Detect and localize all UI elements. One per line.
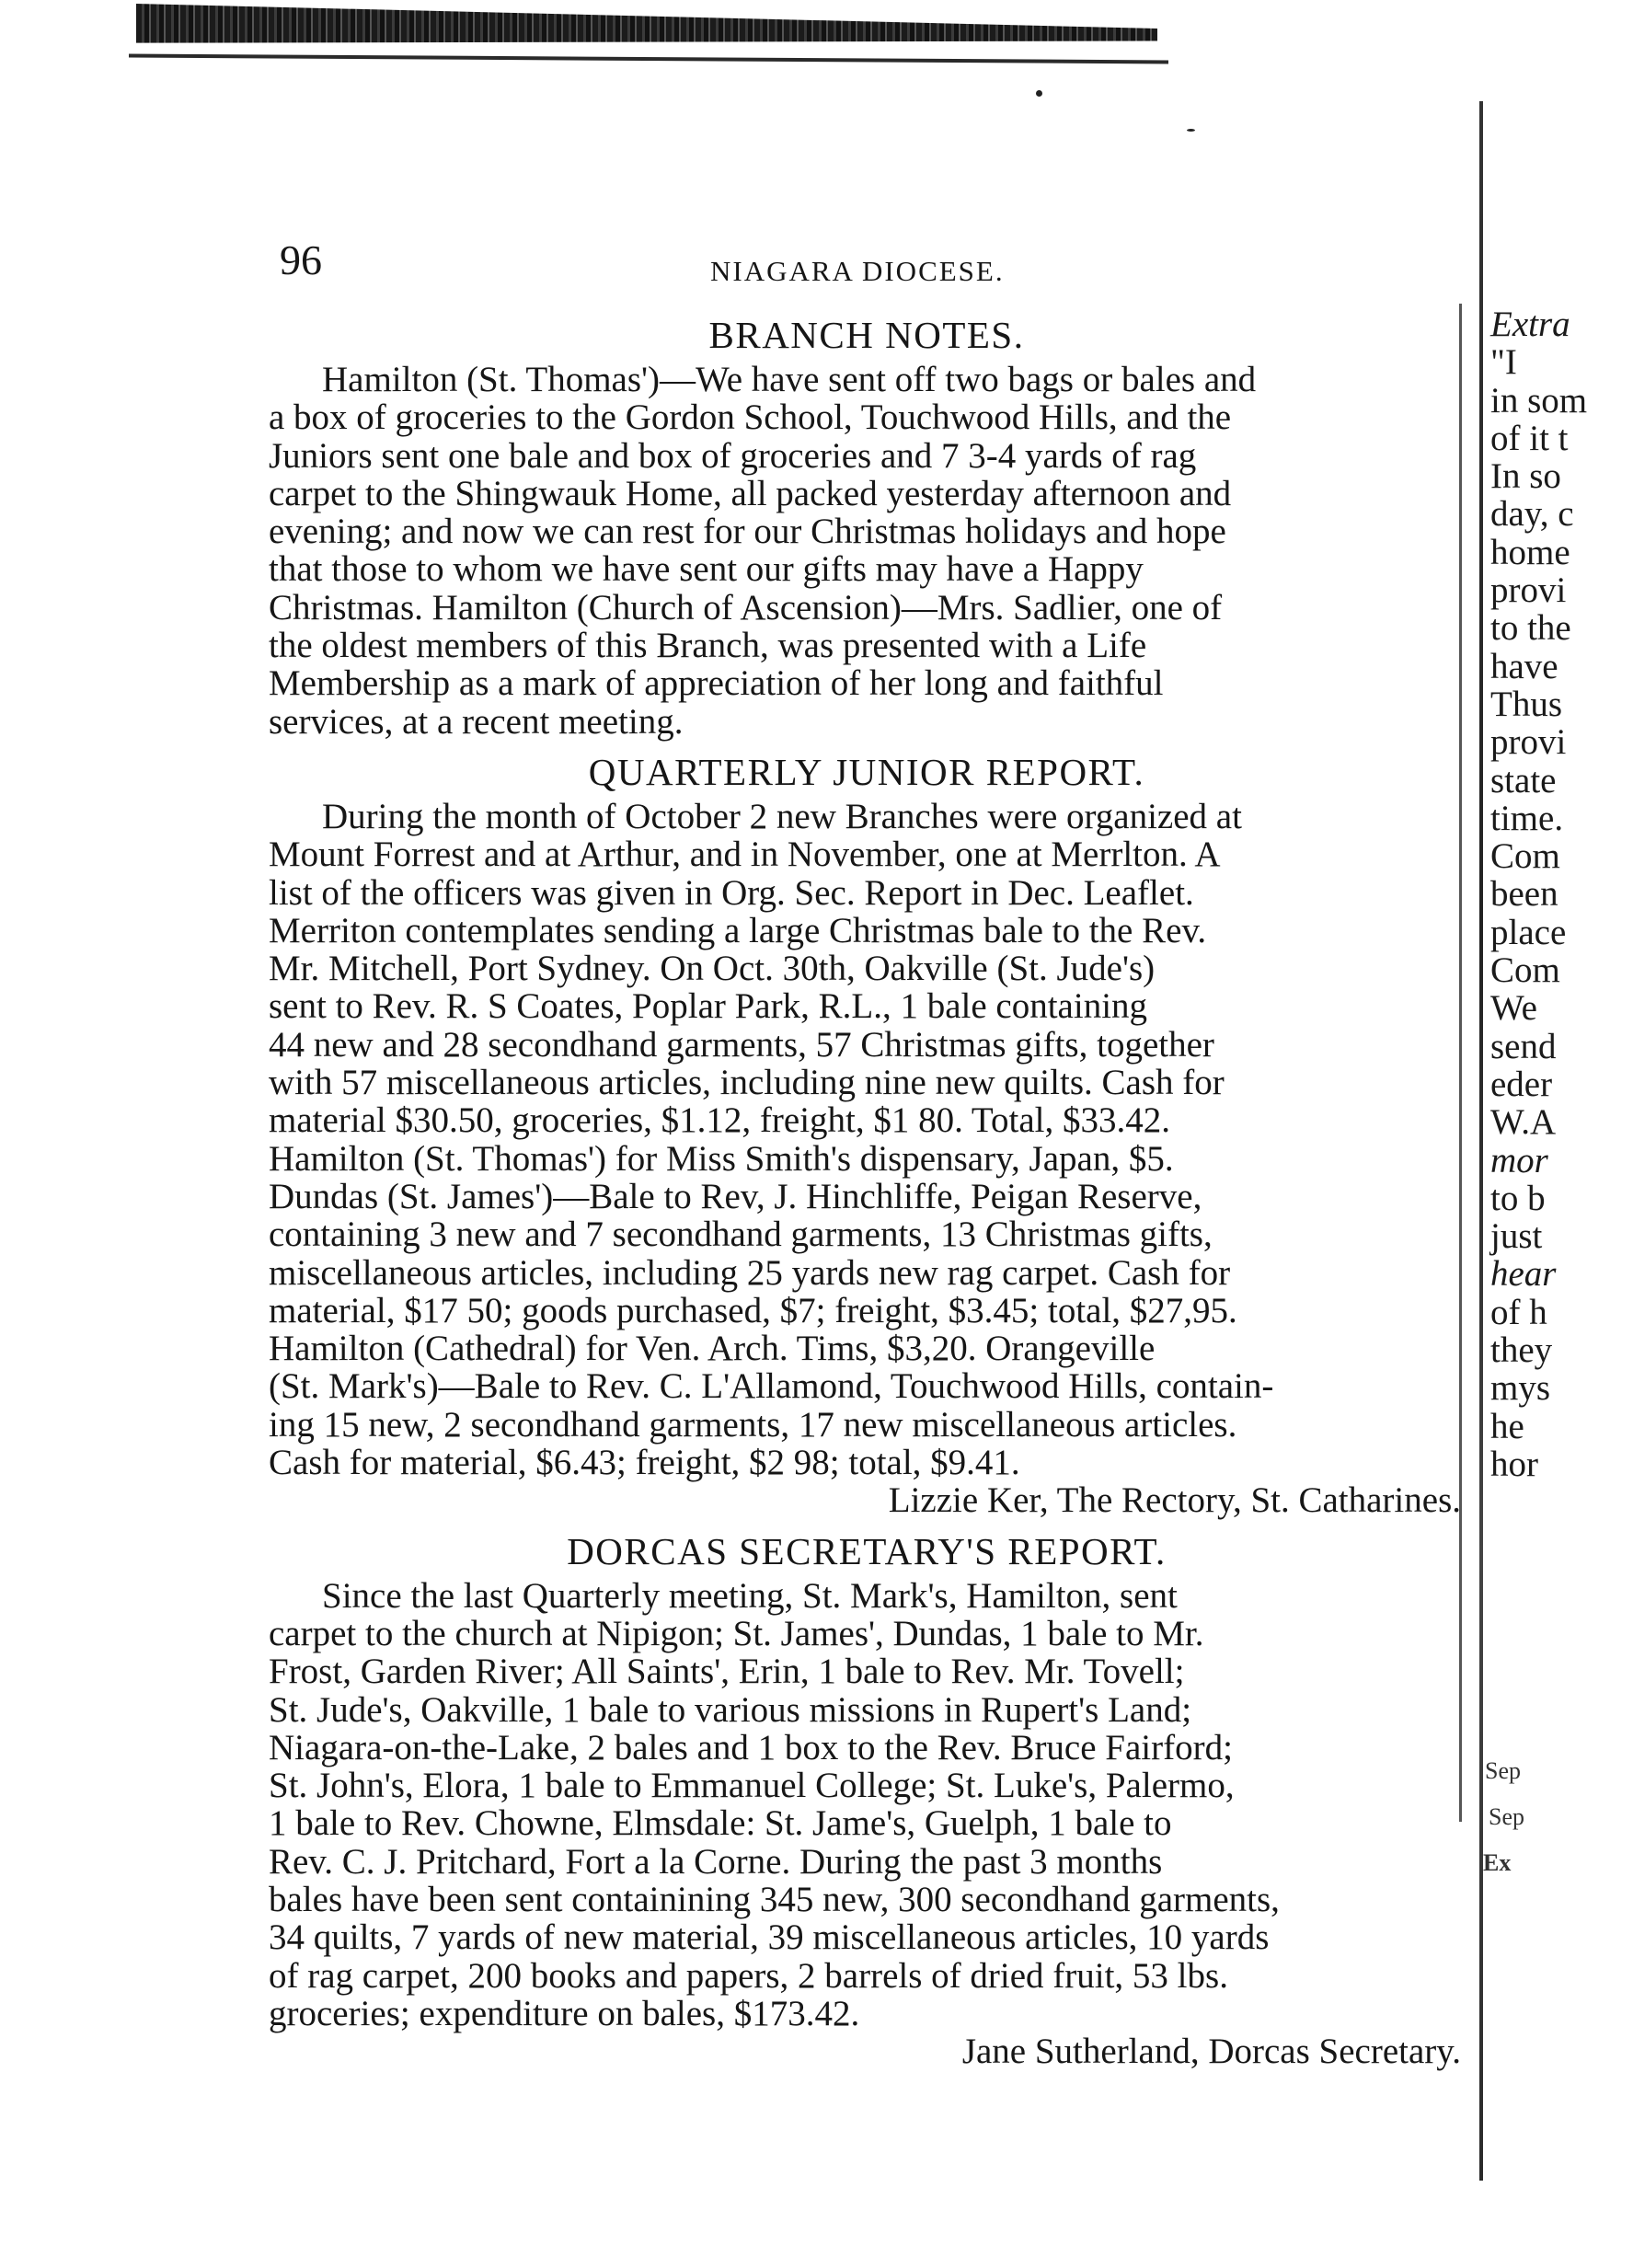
scan-fleck: [1187, 129, 1195, 132]
dorcas-report-paragraph: [269, 1577, 1465, 2071]
margin-mark: Ex: [1483, 1849, 1512, 1876]
margin-fragment: to b: [1490, 1178, 1546, 1218]
text-line: Cash for material, $6.43; freight, $2 98; total, $9.41.: [269, 1443, 1020, 1483]
margin-fragment: time.: [1490, 798, 1564, 838]
margin-fragment: of h: [1490, 1292, 1547, 1332]
running-title: NIAGARA DIOCESE.: [710, 255, 1005, 287]
text-line: (St. Mark's)—Bale to Rev. C. L'Allamond, Touchwood Hills, contain-: [269, 1366, 1274, 1407]
text-line: a box of groceries to the Gordon School, Touchwood Hills, and the: [269, 397, 1232, 438]
text-line: ing 15 new, 2 secondhand garments, 17 new miscellaneous articles.: [269, 1404, 1237, 1445]
margin-fragment: send: [1490, 1026, 1557, 1066]
scan-top-rule: [129, 54, 1168, 64]
margin-fragment: hear: [1490, 1254, 1557, 1295]
text-line: material $30.50, groceries, $1.12, freight, $1 80. Total, $33.42.: [269, 1100, 1171, 1141]
junior-report-signature: Lizzie Ker, The Rectory, St. Catharines.: [888, 1480, 1461, 1521]
text-line: services, at a recent meeting.: [269, 701, 684, 742]
text-line: groceries; expenditure on bales, $173.42.: [269, 1993, 860, 2033]
text-line: Christmas. Hamilton (Church of Ascension)—Mrs. Sadlier, one of: [269, 587, 1223, 627]
margin-fragment: of it t: [1490, 418, 1569, 458]
margin-fragment: provi: [1490, 570, 1567, 611]
text-line: 34 quilts, 7 yards of new material, 39 miscellaneous articles, 10 yards: [269, 1917, 1270, 1958]
text-line: Mr. Mitchell, Port Sydney. On Oct. 30th, Oakville (St. Jude's): [269, 949, 1156, 989]
text-line: 44 new and 28 secondhand garments, 57 Christmas gifts, together: [269, 1024, 1214, 1065]
text-line: carpet to the church at Nipigon; St. James', Dundas, 1 bale to Mr.: [269, 1613, 1204, 1653]
margin-fragment: home: [1490, 532, 1570, 572]
margin-fragment: state: [1490, 760, 1557, 800]
junior-report-heading: QUARTERLY JUNIOR REPORT.: [588, 750, 1145, 793]
text-line: Juniors sent one bale and box of groceries and 7 3-4 yards of rag: [269, 435, 1197, 476]
page-number: 96: [280, 236, 322, 283]
text-line: Niagara-on-the-Lake, 2 bales and 1 box to the Rev. Bruce Fairford;: [269, 1727, 1233, 1767]
margin-fragment: provi: [1490, 722, 1567, 763]
page-column: [269, 232, 1465, 2070]
margin-fragment: We: [1490, 988, 1537, 1029]
margin-fragment: Com: [1490, 836, 1560, 877]
margin-fragment: eder: [1490, 1064, 1553, 1104]
scan-top-edge-bar: [136, 4, 1157, 52]
dorcas-report-signature: Jane Sutherland, Dorcas Secretary.: [961, 2032, 1461, 2072]
text-line: Hamilton (St. Thomas')—We have sent off two bags or bales and: [322, 360, 1257, 399]
margin-mark: Sep: [1485, 1757, 1521, 1784]
text-line: material, $17 50; goods purchased, $7; freight, $3.45; total, $27,95.: [269, 1290, 1237, 1330]
margin-fragment: have: [1490, 646, 1558, 686]
text-line: of rag carpet, 200 books and papers, 2 barrels of dried fruit, 53 lbs.: [269, 1955, 1228, 1996]
text-line: Frost, Garden River; All Saints', Erin, 1 bale to Rev. Mr. Tovell;: [269, 1652, 1185, 1692]
margin-fragment: they: [1490, 1330, 1553, 1371]
text-line: Dundas (St. James')—Bale to Rev, J. Hinchliffe, Peigan Reserve,: [269, 1176, 1202, 1216]
text-line: carpet to the Shingwauk Home, all packed yesterday afternoon and: [269, 473, 1232, 513]
text-line: miscellaneous articles, including 25 yards new rag carpet. Cash for: [269, 1252, 1231, 1293]
text-line: Membership as a mark of appreciation of her long and faithful: [269, 663, 1164, 704]
margin-fragment: just: [1490, 1216, 1543, 1257]
margin-fragment: W.A: [1490, 1102, 1557, 1143]
text-line: with 57 miscellaneous articles, including nine new quilts. Cash for: [269, 1063, 1225, 1103]
text-line: Mount Forrest and at Arthur, and in November, one at Merrlton. A: [269, 835, 1221, 875]
text-line: sent to Rev. R. S Coates, Poplar Park, R.L., 1 bale containing: [269, 986, 1148, 1027]
margin-mark: Sep: [1489, 1803, 1524, 1830]
text-line: 1 bale to Rev. Chowne, Elmsdale: St. Jame's, Guelph, 1 bale to: [269, 1803, 1172, 1844]
text-line: Hamilton (St. Thomas') for Miss Smith's dispensary, Japan, $5.: [269, 1138, 1174, 1179]
margin-fragment: been: [1490, 874, 1558, 915]
text-line: Merriton contemplates sending a large Christmas bale to the Rev.: [269, 910, 1207, 950]
margin-fragment: mys: [1490, 1368, 1551, 1409]
text-line: the oldest members of this Branch, was presented with a Life: [269, 626, 1147, 666]
text-line: St. Jude's, Oakville, 1 bale to various missions in Rupert's Land;: [269, 1689, 1192, 1730]
text-line: evening; and now we can rest for our Christmas holidays and hope: [269, 512, 1226, 552]
page-header: [269, 232, 1465, 304]
margin-fragment: In so: [1490, 456, 1561, 497]
text-line: Rev. C. J. Pritchard, Fort a la Corne. During the past 3 months: [269, 1841, 1163, 1882]
text-line: Since the last Quarterly meeting, St. Mark's, Hamilton, sent: [322, 1575, 1178, 1616]
text-line: bales have been sent containining 345 new, 300 secondhand garments,: [269, 1879, 1280, 1919]
branch-notes-heading: BRANCH NOTES.: [708, 314, 1025, 356]
margin-fragment: mor: [1490, 1140, 1548, 1180]
dorcas-report-heading: DORCAS SECRETARY'S REPORT.: [567, 1529, 1167, 1572]
margin-fragment: "I: [1490, 342, 1517, 383]
junior-report-paragraph: [269, 798, 1465, 1520]
margin-fragment: to the: [1490, 608, 1571, 649]
margin-fragment: Com: [1490, 950, 1560, 991]
margin-fragment: Thus: [1490, 684, 1562, 724]
text-line: During the month of October 2 new Branches were organized at: [322, 796, 1242, 836]
text-line: Hamilton (Cathedral) for Ven. Arch. Tims, $3,20. Orangeville: [269, 1329, 1156, 1369]
margin-fragment: hor: [1490, 1444, 1538, 1484]
margin-fragment: he: [1490, 1406, 1524, 1446]
adjacent-page-fragments: [1490, 305, 1628, 1483]
text-line: St. John's, Elora, 1 bale to Emmanuel College; St. Luke's, Palermo,: [269, 1766, 1235, 1806]
margin-fragment: in som: [1490, 380, 1588, 420]
text-line: list of the officers was given in Org. Sec. Report in Dec. Leaflet.: [269, 872, 1194, 913]
margin-fragment: place: [1490, 912, 1567, 952]
branch-notes-paragraph: [269, 361, 1465, 741]
scan-fleck: [1036, 90, 1042, 97]
text-line: that those to whom we have sent our gifts may have a Happy: [269, 549, 1144, 590]
margin-fragment: Extra: [1490, 305, 1570, 344]
text-line: containing 3 new and 7 secondhand garments, 13 Christmas gifts,: [269, 1215, 1213, 1255]
margin-fragment: day, c: [1490, 494, 1574, 535]
